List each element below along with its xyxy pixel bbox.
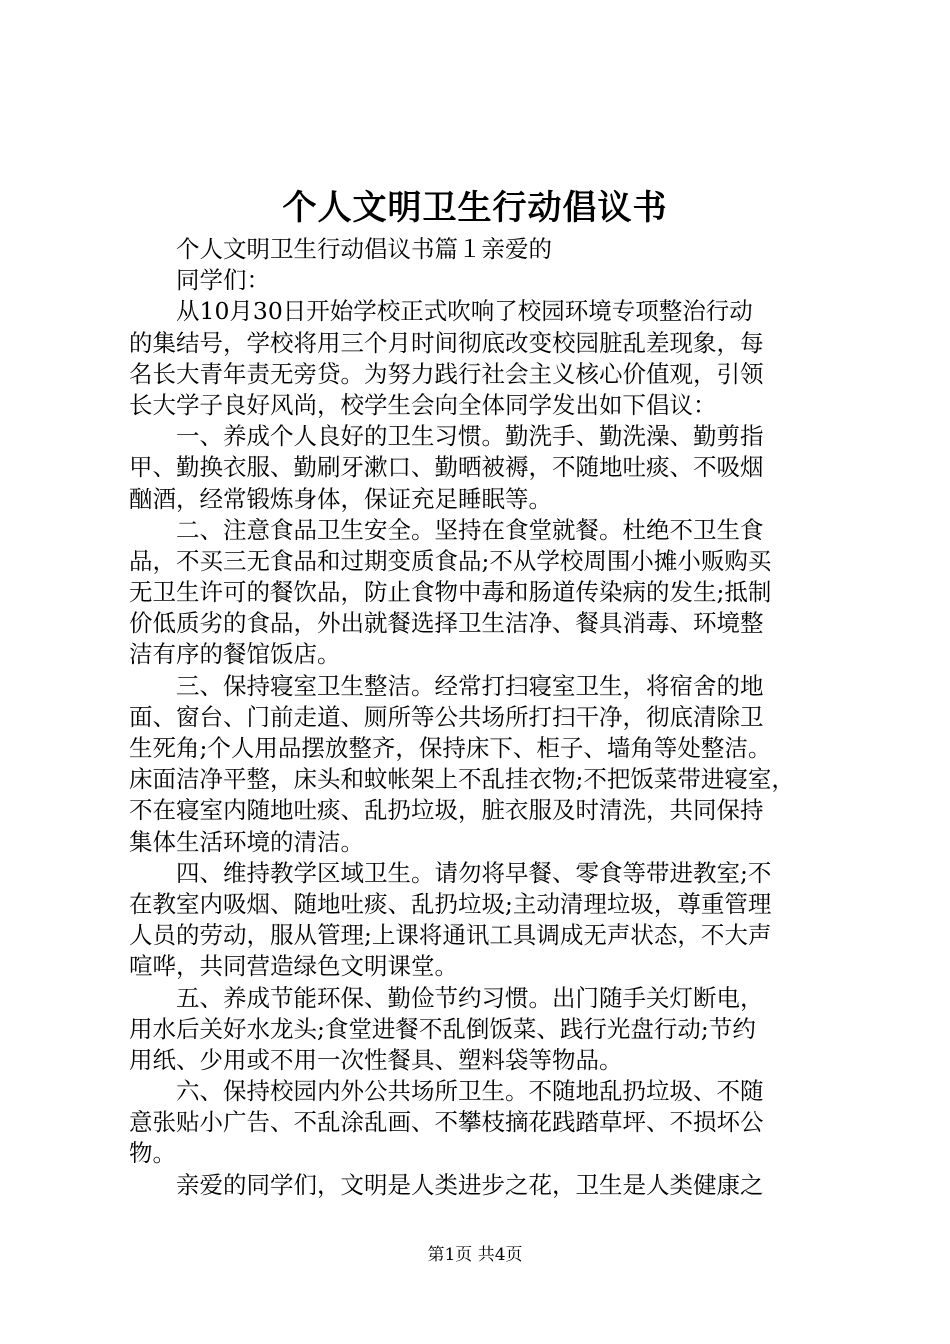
text-line: 在教室内吸烟、随地吐痰、乱扔垃圾;主动清理垃圾，尊重管理 bbox=[129, 889, 772, 918]
text-line: 的集结号，学校将用三个月时间彻底改变校园脏乱差现象，每 bbox=[129, 328, 764, 357]
text-line: 酗酒，经常锻炼身体，保证充足睡眠等。 bbox=[129, 484, 552, 513]
text-line: 四、维持教学区域卫生。请勿将早餐、零食等带进教室;不 bbox=[176, 858, 772, 887]
text-line: 床面洁净平整，床头和蚊帐架上不乱挂衣物;不把饭菜带进寝室， bbox=[129, 765, 795, 794]
text-line: 三、保持寝室卫生整洁。经常打扫寝室卫生，将宿舍的地 bbox=[176, 671, 764, 700]
text-line: 甲、勤换衣服、勤刷牙漱口、勤晒被褥，不随地吐痰、不吸烟 bbox=[129, 453, 764, 482]
text-line: 不在寝室内随地吐痰、乱扔垃圾，脏衣服及时清洗，共同保持 bbox=[129, 796, 764, 825]
text-line: 面、窗台、门前走道、厕所等公共场所打扫干净，彻底清除卫 bbox=[129, 702, 764, 731]
text-line: 同学们： bbox=[176, 266, 270, 295]
text-line: 用纸、少用或不用一次性餐具、塑料袋等物品。 bbox=[129, 1045, 623, 1074]
document-body bbox=[129, 234, 833, 1201]
text-line: 洁有序的餐馆饭店。 bbox=[129, 640, 341, 669]
text-line: 意张贴小广告、不乱涂乱画、不攀枝摘花践踏草坪、不损坏公 bbox=[129, 1108, 764, 1137]
text-line: 人员的劳动，服从管理;上课将通讯工具调成无声状态，不大声 bbox=[129, 921, 772, 950]
text-line: 用水后关好水龙头;食堂进餐不乱倒饭菜、践行光盘行动;节约 bbox=[129, 1014, 756, 1043]
text-line: 从10月30日开始学校正式吹响了校园环境专项整治行动 bbox=[176, 297, 753, 326]
text-line: 物。 bbox=[129, 1139, 176, 1168]
text-line: 个人文明卫生行动倡议书篇１亲爱的 bbox=[176, 235, 552, 263]
text-line: 长大学子良好风尚，校学生会向全体同学发出如下倡议： bbox=[129, 390, 717, 419]
text-line: 二、注意食品卫生安全。坚持在食堂就餐。杜绝不卫生食 bbox=[176, 515, 764, 544]
text-line: 五、养成节能环保、勤俭节约习惯。出门随手关灯断电， bbox=[176, 983, 764, 1012]
document-title: 个人文明卫生行动倡议书 bbox=[282, 188, 668, 228]
text-line: 六、保持校园内外公共场所卫生。不随地乱扔垃圾、不随 bbox=[176, 1077, 764, 1106]
text-line: 生死角;个人用品摆放整齐，保持床下、柜子、墙角等处整洁。 bbox=[129, 734, 772, 762]
text-line: 集体生活环境的清洁。 bbox=[129, 827, 364, 856]
text-line: 品，不买三无食品和过期变质食品;不从学校周围小摊小贩购买 bbox=[129, 546, 772, 575]
text-line: 亲爱的同学们，文明是人类进步之花，卫生是人类健康之 bbox=[176, 1170, 764, 1199]
page-footer: 第1页 共4页 bbox=[427, 1245, 523, 1265]
text-line: 无卫生许可的餐饮品，防止食物中毒和肠道传染病的发生;抵制 bbox=[129, 578, 772, 607]
text-line: 喧哗，共同营造绿色文明课堂。 bbox=[129, 952, 458, 981]
text-line: 价低质劣的食品，外出就餐选择卫生洁净、餐具消毒、环境整 bbox=[129, 609, 764, 638]
text-line: 名长大青年责无旁贷。为努力践行社会主义核心价值观，引领 bbox=[129, 359, 764, 388]
text-line: 一、养成个人良好的卫生习惯。勤洗手、勤洗澡、勤剪指 bbox=[176, 422, 764, 451]
